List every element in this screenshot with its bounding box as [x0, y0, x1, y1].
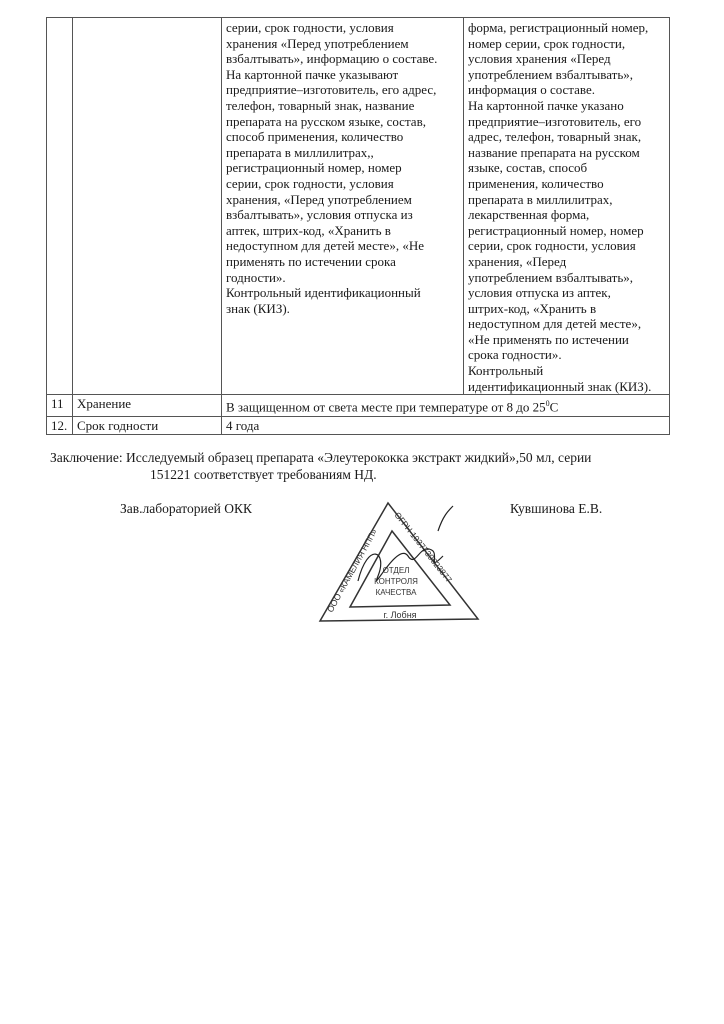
row-number: 11 [47, 395, 73, 416]
svg-text:г. Лобня: г. Лобня [383, 609, 417, 620]
stamp-center-text [374, 566, 418, 620]
row-number: 12. [47, 416, 73, 434]
stamp-outer-text-right: ОГРН 1037739623877 [392, 509, 455, 585]
signer-name: Кувшинова Е.В. [510, 500, 603, 516]
unit: С [549, 399, 559, 415]
svg-text:КОНТРОЛЯ: КОНТРОЛЯ [374, 576, 418, 586]
result-cell: форма, регистрационный номер, номер серии, срок годности, условия хранения «Перед употреблением взбалтывать», информация о составе. На картонной пачке указано предприятие–изготовитель, его адрес, телефон, товарный знак, название препарата на русском языке, состав, способ применения, количество препарата в миллилитрах, лекарственная форма, регистрационный номер, номер серии, срок годности, условия хранения, «Перед употреблением взбалтывать», условия отпуска из аптек, штрих-код, «Хранить в недоступном для детей месте», «Не применять по истечении срока годности». Контрольный идентификационный знак (КИЗ). [464, 18, 670, 395]
signature-row [46, 501, 670, 651]
document-body [46, 17, 670, 651]
row-name [73, 18, 222, 395]
row-value: 4 года [222, 416, 670, 434]
row-name: Срок годности [73, 416, 222, 434]
table-row [47, 395, 670, 416]
stamp-outer-text: ООО «КАМЕЛИЯ НПП» [324, 526, 379, 614]
conclusion [50, 449, 670, 483]
row-value [222, 395, 670, 416]
table-row [47, 18, 670, 395]
requirement-cell: серии, срок годности, условия хранения «Перед употреблением взбалтывать», информацию о составе. На картонной пачке указывают предприятие–изготовитель, его адрес, телефон, товарный знак, название препарата на русском языке, состав, способ применения, количество препарата в миллилитрах,, регистрационный номер, номер серии, срок годности, условия хранения, «Перед употреблением взбалтывать», условия отпуска из аптек, штрих-код, «Хранить в недоступном для детей месте», «Не применять по истечении срока годности». Контрольный идентификационный знак (КИЗ). [222, 18, 464, 395]
degree-sup: 0 [545, 399, 550, 409]
table-row [47, 416, 670, 434]
svg-text:ОТДЕЛ: ОТДЕЛ [382, 565, 410, 575]
svg-text:КАЧЕСТВА: КАЧЕСТВА [375, 587, 417, 597]
row-number [47, 18, 73, 395]
conclusion-line-2: 151221 соответствует требованиям НД. [150, 466, 377, 482]
stamp-seal [308, 501, 498, 631]
signer-position: Зав.лабораторией ОКК [120, 500, 253, 516]
row-name: Хранение [73, 395, 222, 416]
conclusion-line-1: Заключение: Исследуемый образец препарата «Элеутерококка экстракт жидкий»,50 мл, серии [50, 449, 592, 465]
storage-text: В защищенном от света месте при температуре от 8 до 25 [226, 399, 546, 415]
specification-table [46, 17, 670, 435]
